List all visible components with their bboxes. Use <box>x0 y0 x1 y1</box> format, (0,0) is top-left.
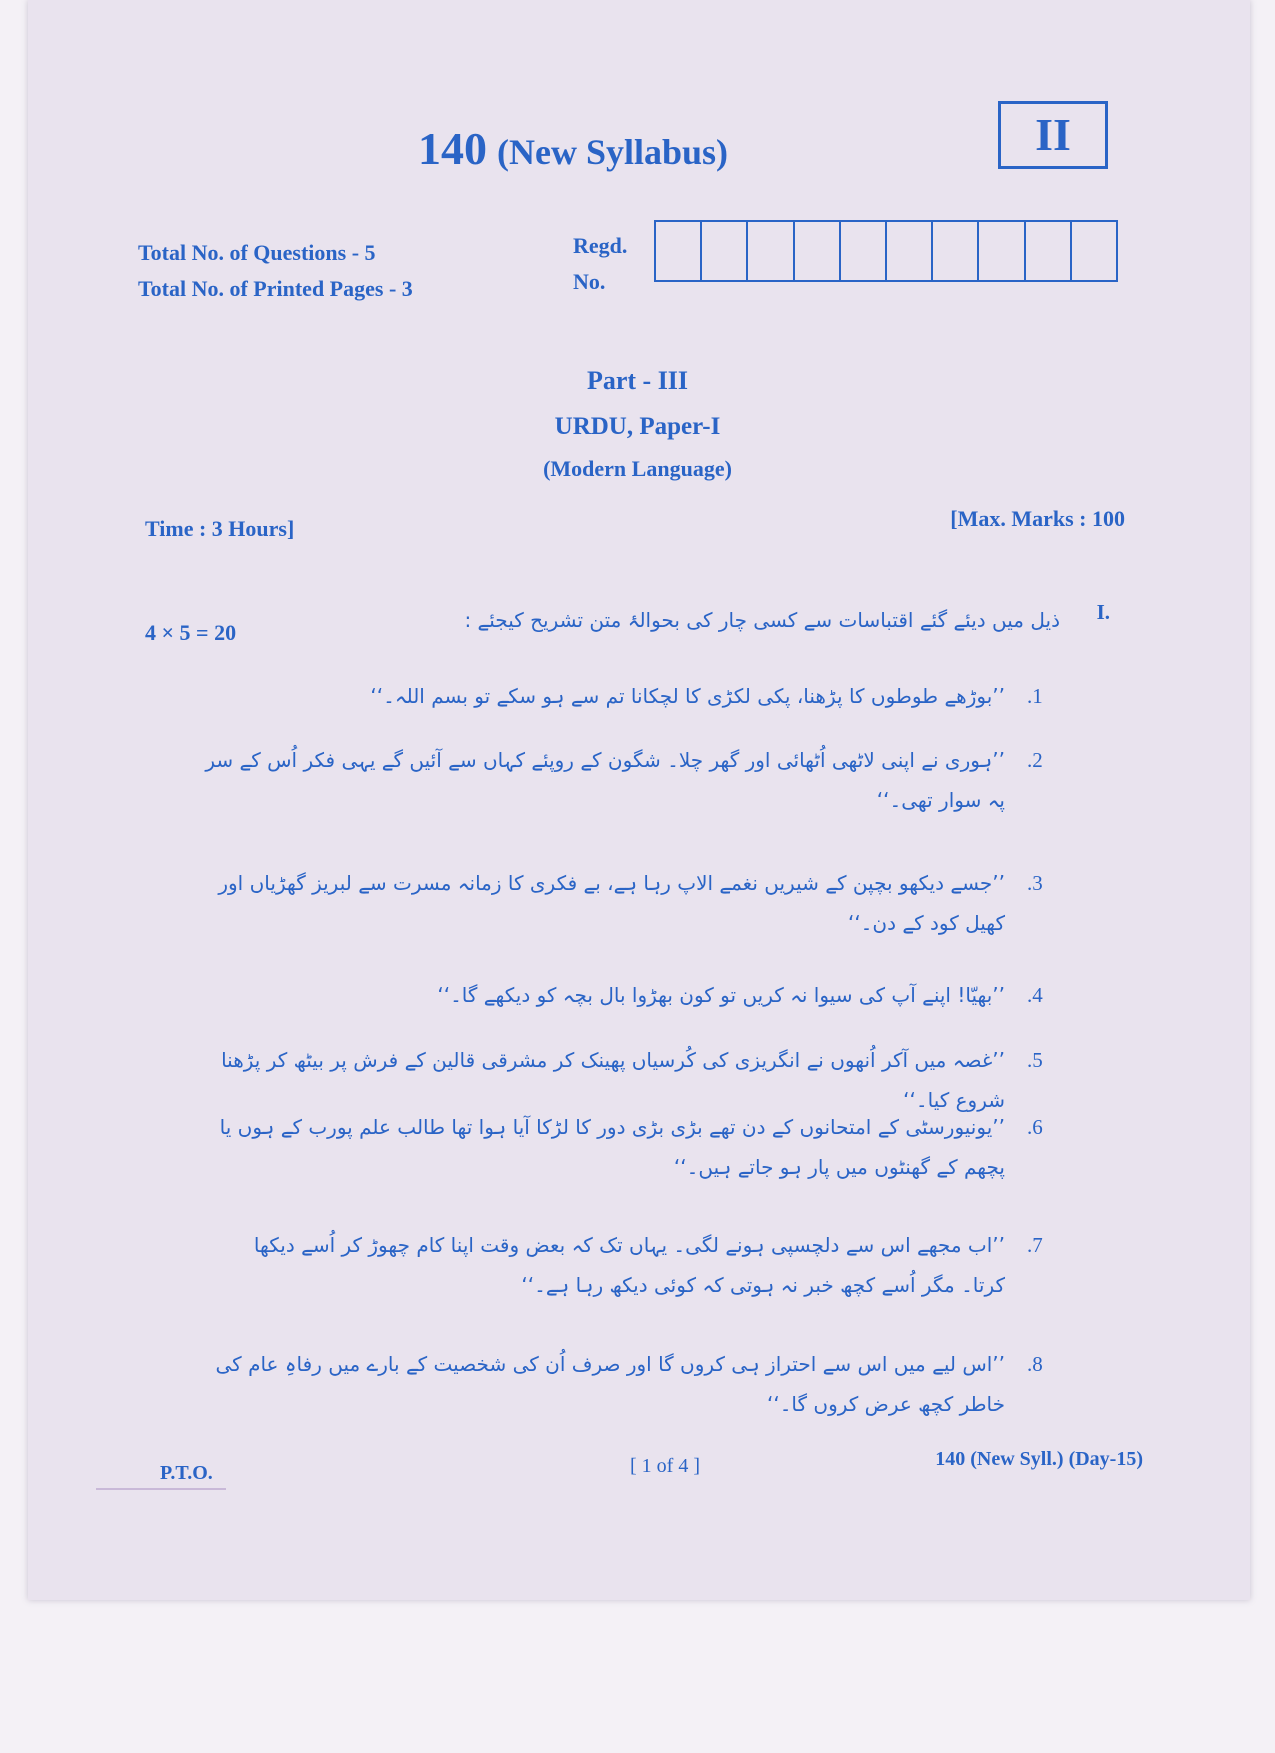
page-number: [ 1 of 4 ] <box>630 1455 700 1477</box>
max-marks: [Max. Marks : 100 <box>950 506 1125 531</box>
syllabus-label: (New Syllabus) <box>497 132 729 172</box>
paper-meta <box>138 235 413 307</box>
regd-digit-box <box>841 222 887 280</box>
regd-digit-box <box>748 222 794 280</box>
question-number: I. <box>1096 600 1110 624</box>
item-number: 7. <box>1027 1233 1043 1257</box>
pto-label: P.T.O. <box>160 1462 213 1484</box>
quote-item: ’’جسے دیکھو بچپن کے شیریں نغمے الاپ رہا ہے، بے فکری کا زمانہ مسرت سے لبریز گھڑیاں اور کھیل کود کے دن۔‘‘ <box>218 871 1005 935</box>
regd-digit-box <box>979 222 1025 280</box>
quote-item: ’’ہوری نے اپنی لاٹھی اُٹھائی اور گھر چلا۔ شگون کے روپئے کہاں سے آئیں گے یہی فکر اُس کے سر پہ سوار تھی۔‘‘ <box>205 748 1005 812</box>
no-label: No. <box>573 269 606 294</box>
part-heading: Part - III <box>586 366 689 395</box>
question-instruction: ذیل میں دیئے گئے اقتباسات سے کسی چار کی بحوالۂ متن تشریح کیجئے : <box>464 608 1060 632</box>
quote-item: ’’اب مجھے اس سے دلچسپی ہونے لگی۔ یہاں تک کہ بعض وقت اپنا کام چھوڑ کر اُسے دیکھا کرتا۔ مگر اُسے کچھ خبر نہ ہوتی کہ کوئی دیکھ رہا ہے۔‘‘ <box>253 1233 1005 1297</box>
regd-digit-box <box>1072 222 1116 280</box>
question-marks: 4 × 5 = 20 <box>145 620 237 645</box>
item-number: 6. <box>1027 1115 1043 1139</box>
regd-label: Regd. <box>573 233 628 258</box>
item-number: 1. <box>1027 684 1043 708</box>
paper-title <box>418 122 728 175</box>
item-number: 4. <box>1027 983 1043 1007</box>
regd-digit-box <box>887 222 933 280</box>
quote-item: ’’یونیورسٹی کے امتحانوں کے دن تھے بڑی بڑی دور کا لڑکا آیا ہوا تھا طالب علم پورب کے ہوں یا پچھم کے گھنٹوں میں پار ہو جاتے ہیں۔‘‘ <box>219 1115 1005 1179</box>
item-number: 5. <box>1027 1048 1043 1072</box>
item-number: 2. <box>1027 748 1043 772</box>
total-pages: Total No. of Printed Pages - 3 <box>138 276 413 301</box>
regd-digit-box <box>1026 222 1072 280</box>
regd-digit-box <box>933 222 979 280</box>
time-allowed: Time : 3 Hours] <box>145 516 295 541</box>
quote-item: ’’بوڑھے طوطوں کا پڑھنا، پکی لکڑی کا لچکانا تم سے ہو سکے تو بسم اللہ۔‘‘ <box>370 684 1005 708</box>
item-number: 8. <box>1027 1352 1043 1376</box>
regd-no-label <box>573 228 627 300</box>
set-code-box: II <box>998 101 1108 169</box>
paper-code-footer: 140 (New Syll.) (Day-15) <box>935 1448 1143 1470</box>
total-questions: Total No. of Questions - 5 <box>138 240 376 265</box>
divider <box>96 1488 226 1490</box>
regd-digit-box <box>702 222 748 280</box>
paper-code: 140 <box>418 123 487 174</box>
quote-item: ’’غصہ میں آکر اُنھوں نے انگریزی کی کُرسیاں پھینک کر مشرقی قالین کے فرش پر بیٹھ کر پڑھنا شروع کیا۔‘‘ <box>221 1048 1005 1112</box>
quote-item: ’’بھیّا! اپنے آپ کی سیوا نہ کریں تو کون بھڑوا بال بچہ کو دیکھے گا۔‘‘ <box>437 983 1005 1007</box>
subject-heading: URDU, Paper-I <box>554 413 721 440</box>
regd-digit-box <box>656 222 702 280</box>
language-heading: (Modern Language) <box>543 456 732 481</box>
regd-number-boxes <box>654 220 1118 282</box>
regd-digit-box <box>795 222 841 280</box>
quote-item: ’’اس لیے میں اس سے احتراز ہی کروں گا اور صرف اُن کی شخصیت کے بارے میں رفاہِ عام کی خاطر کچھ عرض کروں گا۔‘‘ <box>215 1352 1005 1416</box>
item-number: 3. <box>1027 871 1043 895</box>
